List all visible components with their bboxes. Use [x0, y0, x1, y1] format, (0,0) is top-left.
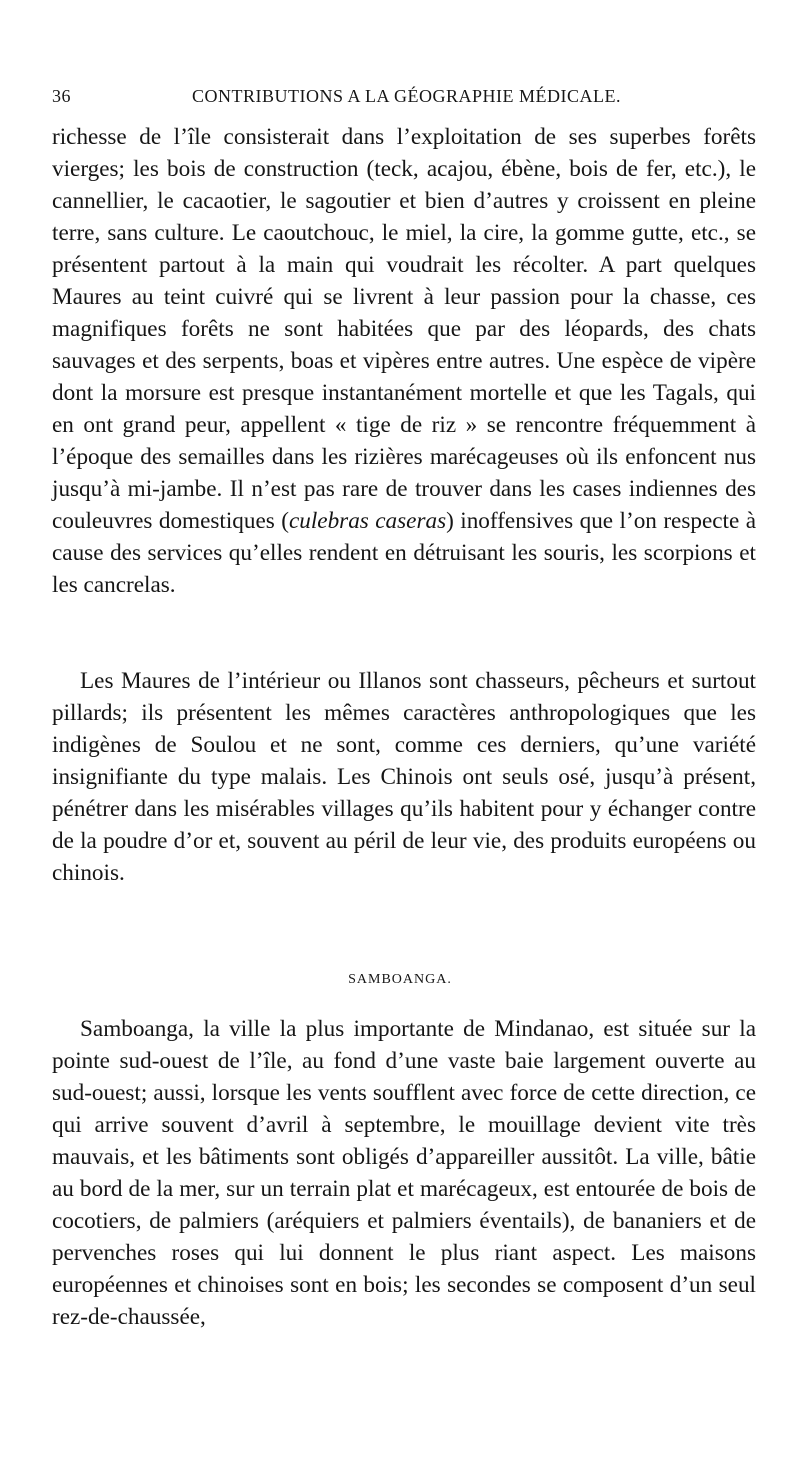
paragraph-illanos	[52, 665, 756, 889]
running-title: CONTRIBUTIONS A LA GÉOGRAPHIE MÉDICALE.	[192, 86, 621, 106]
italic-term: culebras caseras	[288, 508, 447, 534]
section-heading: SAMBOANGA.	[348, 972, 452, 987]
paragraph-forests	[52, 121, 756, 601]
paragraph-1-tail: ) inoffensives que l’on respecte à cause des services qu’elles rendent en détruisant les souris, les scorpions et les cancrelas.	[52, 508, 756, 598]
paragraph-3: Samboanga, la ville la plus importante de Mindanao, est située sur la pointe sud-ouest de l’île, au fond d’une vaste baie largement ouverte au sud-ouest; aussi, lorsque les vents soufflent avec force de cette direction, ce qui arrive souvent d’avril à septembre, le mouillage devient vite très mauvais, et les bâtiments sont obligés d’appareiller aussitôt. La ville, bâtie au bord de la mer, sur un terrain plat et marécageux, est entourée de bois de cocotiers, de palmiers (aréquiers et palmiers éventails), de bananiers et de pervenches roses qui lui donnent le plus riant aspect. Les maisons européennes et chinoises sont en bois; les secondes se composent d’un seul rez-de-chaussée,	[52, 1016, 756, 1330]
paragraph-1-text: richesse de l’île consisterait dans l’exploitation de ses superbes forêts vierges; les bois de construction (teck, acajou, ébène, bois de fer, etc.), le cannellier, le cacaotier, le sagoutier et bien d’autres y croissent en pleine terre, sans culture. Le caoutchouc, le miel, la cire, la gomme gutte, etc., se présentent partout à la main qui voudrait les récolter. A part quelques Maures au teint cuivré qui se livrent à leur passion pour la chasse, ces magnifiques forêts ne sont habitées que par des léopards, des chats sauvages et des serpents, boas et vipères entre autres. Une espèce de vipère dont la morsure est presque instantanément mortelle et que les Tagals, qui en ont grand peur, appellent « tige de riz » se rencontre fréquemment à l’époque des semailles dans les rizières marécageuses où ils enfoncent nus jusqu’à mi-jambe. Il n’est pas rare de trouver dans les cases indiennes des couleuvres domestiques (	[52, 124, 756, 534]
paragraph-1	[52, 121, 756, 601]
paragraph-samboanga	[52, 1013, 756, 1333]
page-number: 36	[52, 86, 71, 106]
paragraph-2: Les Maures de l’intérieur ou Illanos sont chasseurs, pêcheurs et surtout pillards; ils présentent les mêmes caractères anthropologiques que les indigènes de Soulou et ne sont, comme ces derniers, qu’une variété insignifiante du type malais. Les Chinois ont seuls osé, jusqu’à présent, pénétrer dans les misérables villages qu’ils habitent pour y échanger contre de la poudre d’or et, souvent au péril de leur vie, des produits européens ou chinois.	[52, 668, 756, 886]
running-head	[52, 86, 756, 110]
